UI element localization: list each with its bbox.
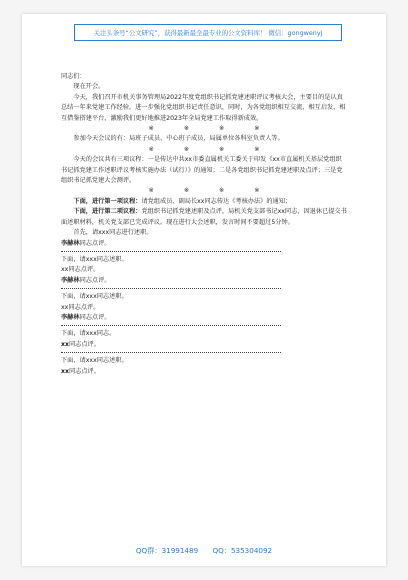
reviewer-name: xx xyxy=(61,266,69,274)
paragraph-attendees: 参加今天会议的有：局班子成员、中心班子成员，局属单位各科室负责人等。 xyxy=(73,135,284,143)
section-separator xyxy=(61,186,347,196)
reviewer-name: 李赫林 xyxy=(61,276,80,284)
reviewer-name: xx xyxy=(61,367,69,375)
agenda-item-2 xyxy=(61,207,347,228)
review-line xyxy=(61,239,347,249)
review-text: 同志点评。 xyxy=(68,367,100,375)
reviewer-name: xx xyxy=(61,303,69,311)
document-page xyxy=(22,14,386,566)
separator-mark: ※ xyxy=(219,125,225,133)
review-text: 同志点评。 xyxy=(79,313,111,321)
review-text: 同志点评。 xyxy=(68,340,100,348)
separator-mark: ※ xyxy=(254,125,260,133)
separator-mark: ※ xyxy=(254,187,260,195)
report-next: 下面，请xxx同志述职。 xyxy=(61,357,128,365)
review-line xyxy=(61,367,347,377)
separator-mark: ※ xyxy=(219,187,225,195)
agenda-item-1 xyxy=(61,197,347,207)
report-next: 下面，请xxx同志述职。 xyxy=(61,293,128,301)
separator-mark: ※ xyxy=(148,125,154,133)
reviewer-name: 李赫林 xyxy=(61,239,80,247)
qq-group-text[interactable]: QQ群：31991489 xyxy=(135,546,199,555)
separator-mark: ※ xyxy=(183,145,189,153)
review-line xyxy=(61,340,347,350)
agenda-item-2-heading: 下面，进行第二项议程： xyxy=(73,208,142,216)
review-line xyxy=(61,313,347,323)
dotted-divider xyxy=(61,288,281,289)
section-separator xyxy=(61,124,347,134)
report-next: 下面，请xxx同志。 xyxy=(61,330,116,338)
document-body xyxy=(61,72,347,377)
report-first: 首先，请xxx同志进行述职。 xyxy=(73,229,153,237)
paragraph-agenda: 今天的会议共有三项议程：一是传达中共xx市委直属机关工委关于印发《xx市直属机关基层党组织书记抓党建工作述职评议考核实施办法（试行）》的通知；二是各党组织书记抓党建述职及点评；三是党组织书记抓党建大会测评。 xyxy=(61,156,343,185)
qq-text[interactable]: QQ：535304092 xyxy=(212,546,273,555)
footer-contact xyxy=(22,546,386,556)
agenda-item-1-heading: 下面，进行第一项议程： xyxy=(73,197,142,205)
review-line xyxy=(61,265,347,275)
section-separator xyxy=(61,145,347,155)
review-text: 同志点评。 xyxy=(79,276,111,284)
reviewer-name: xx xyxy=(61,340,69,348)
report-next: 下面，请xxx同志述职。 xyxy=(61,255,128,263)
opening-line: 现在开会。 xyxy=(73,83,105,91)
agenda-item-1-text: 请党组成员、副局长xx同志传达《考核办法》的通知； xyxy=(141,197,292,205)
greeting: 同志们： xyxy=(61,73,86,80)
separator-mark: ※ xyxy=(183,187,189,195)
reviewer-name: 李赫林 xyxy=(61,313,80,321)
dotted-divider xyxy=(61,251,281,252)
separator-mark: ※ xyxy=(183,125,189,133)
separator-mark: ※ xyxy=(148,145,154,153)
review-text: 同志点评。 xyxy=(68,266,100,274)
dotted-divider xyxy=(61,352,281,353)
separator-mark: ※ xyxy=(148,187,154,195)
agenda-item-2-text: 党组织书记抓党建述职及点评，局机关党支部书记xx同志，因退休已提交书面述职材料，机关党支部已完成评议。现在进行大会述职，发言时间不要超过5分钟。 xyxy=(61,208,347,226)
review-text: 同志点评。 xyxy=(79,239,111,247)
promo-banner[interactable]: 关注头条号“公文研究”，获得最新最全最专业的公文资料库！ 微信：gongwenyj xyxy=(74,24,342,41)
paragraph-purpose: 今天，我们召开市机关事务管理局2022年度党组织书记抓党建述职评议考核大会，主要目的是认真总结一年来党建工作经验，进一步强化党组织书记责任意识，同时，为各党组织相互交流、相互启发、相互借鉴搭建平台，激励我们更好地推进2023年全局党建工作取得新成效。 xyxy=(61,93,346,122)
review-text: 同志点评。 xyxy=(68,303,100,311)
separator-mark: ※ xyxy=(254,145,260,153)
separator-mark: ※ xyxy=(219,145,225,153)
review-line xyxy=(61,303,347,313)
review-line xyxy=(61,276,347,286)
dotted-divider xyxy=(61,325,281,326)
